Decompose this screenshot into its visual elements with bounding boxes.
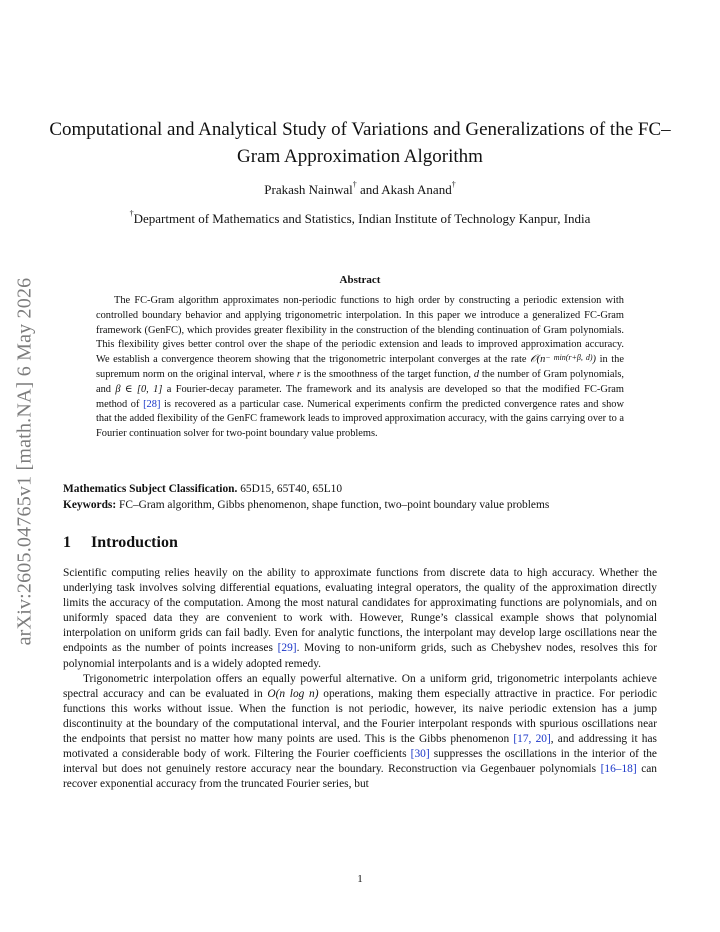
abstract-heading: Abstract bbox=[339, 274, 381, 286]
citation-link[interactable]: [29] bbox=[277, 642, 297, 655]
section-title: Introduction bbox=[91, 534, 178, 551]
msc-value: 65D15, 65T40, 65L10 bbox=[240, 483, 343, 495]
introduction-body bbox=[63, 566, 657, 792]
keywords-line bbox=[63, 497, 663, 513]
affiliation-text: Department of Mathematics and Statistics, Indian Institute of Technology Kanpur, India bbox=[133, 211, 591, 226]
citation-link[interactable]: [16–18] bbox=[600, 763, 637, 776]
paragraph-1: Scientific computing relies heavily on the ability to approximate functions from discrete data to high accuracy. Whether the underlying task involves solving differential equations, evaluating integral operators, the quality of the approximation directly limits the accuracy of the computation. Among the most natural candidates for approximating functions are polynomials, and on uniformly spaced data they are convenient to work with. However, Runge’s classical example shows that polynomial interpolation on uniform grids can fail badly. Even for analytic functions, the interpolant may develop large oscillations near the endpoints as the number of points increases [29]. Moving to non-uniform grids, such as Chebyshev nodes, resolves this for polynomial interpolants and is a widely adopted remedy. bbox=[63, 567, 657, 670]
citation-link[interactable]: [30] bbox=[410, 748, 430, 761]
math-r: r bbox=[296, 368, 301, 380]
paragraph-2: Trigonometric interpolation offers an equally powerful alternative. On a uniform grid, trigonometric interpolants achieve spectral accuracy and can be evaluated in O(n log n) operations, making them especially attractive in practice. For periodic functions this works without issue. When the function is not periodic, however, its naive periodic extension has a jump discontinuity at the boundary of the computational interval, and the Fourier interpolant responds with spurious oscillations near the endpoints that persist no matter how many points are used. This is the Gibbs phenomenon [17, 20], and addressing it has motivated a considerable body of work. Filtering the Fourier coefficients [30] suppresses the oscillations in the interior of the interval but does not genuinely restore accuracy near the boundary. Reconstruction via Gegenbauer polynomials [16–18] can recover exponential accuracy from the truncated Fourier series, but bbox=[63, 672, 658, 791]
author-2: Akash Anand bbox=[381, 182, 452, 197]
affiliation bbox=[40, 211, 680, 227]
arxiv-side-identifier: arXiv:2605.04765v1 [math.NA] 6 May 2026 bbox=[13, 277, 36, 646]
msc-label: Mathematics Subject Classification. bbox=[63, 483, 238, 495]
abstract-text: is recovered as a particular case. Numerical experiments confirm the predicted convergence rates and show that the added flexibility of the GenFC framework leads to improved approximation accuracy, with the gains carrying over to a Fourier continuation solver for two-point boundary value problems. bbox=[96, 398, 624, 440]
author-1-marker: † bbox=[352, 180, 357, 189]
abstract-text: The FC-Gram algorithm approximates non-periodic functions to high order by constructing a periodic extension with controlled boundary behavior and applying trigonometric interpolation. In this paper we introduce a generalized FC-Gram framework (GenFC), which provides greater flexibility in the construction of the blending continuation of Gram polynomials. This flexibility gives better control over the shape of the periodic extension and leads to improved approximation accuracy. We establish a convergence theorem showing that the trigonometric interpolant converges at the rate bbox=[96, 295, 624, 366]
keywords-value: FC–Gram algorithm, Gibbs phenomenon, shape function, two–point boundary value problems bbox=[119, 499, 550, 511]
section-heading bbox=[63, 534, 178, 552]
page-number: 1 bbox=[357, 873, 363, 885]
citation-link[interactable]: [28] bbox=[143, 398, 161, 410]
keywords-label: Keywords: bbox=[63, 499, 117, 511]
section-number: 1 bbox=[63, 534, 71, 551]
abstract-body bbox=[96, 294, 624, 442]
authors-and: and bbox=[359, 182, 379, 197]
abstract-text: the number of Gram polynomials, and bbox=[96, 368, 624, 395]
authors-line bbox=[40, 182, 680, 198]
author-1: Prakash Nainwal bbox=[264, 182, 353, 197]
abstract-text: in the supremum norm on the original interval, where bbox=[96, 354, 624, 380]
abstract-text: is the smoothness of the target function, bbox=[300, 368, 474, 380]
paper-title: Computational and Analytical Study of Variations and Generalizations of the FC–Gram Approximation Algorithm bbox=[49, 119, 671, 167]
rate-exponent: − min(r+β, d) bbox=[545, 353, 593, 363]
affiliation-marker: † bbox=[129, 209, 134, 218]
citation-link[interactable]: [17, 20] bbox=[513, 733, 551, 746]
abstract-text: a Fourier-decay parameter. The framework and its analysis are developed so that the modified FC-Gram method of bbox=[96, 383, 624, 410]
math-beta: β ∈ [0, 1] bbox=[115, 383, 163, 395]
author-2-marker: † bbox=[451, 180, 456, 189]
math-d: d bbox=[473, 368, 480, 380]
math-complexity: O(n log n) bbox=[267, 687, 319, 700]
rate-math: $𝒪(n^{- min(r+\beta, d)})$ bbox=[530, 353, 596, 366]
msc-line bbox=[63, 481, 663, 497]
